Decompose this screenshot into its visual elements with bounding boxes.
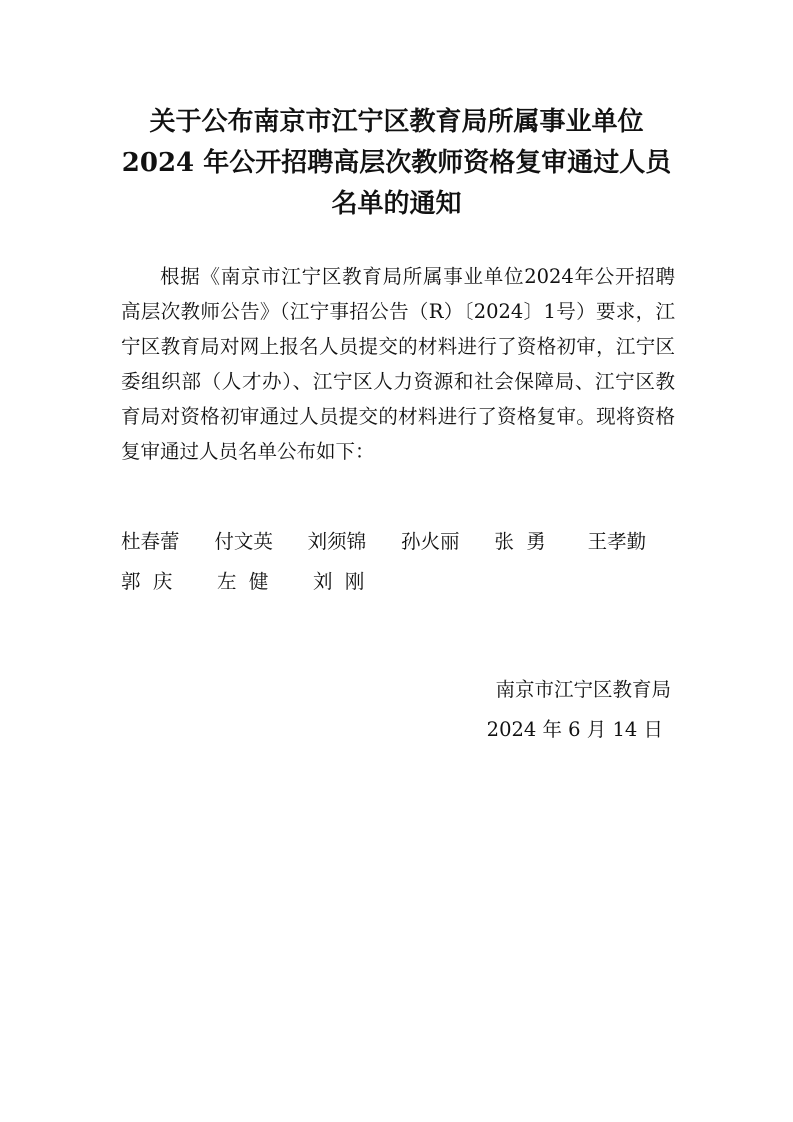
title-line-1: 关于公布南京市江宁区教育局所属事业单位: [149, 107, 644, 137]
issue-date: 2024 年 6 月 14 日: [486, 718, 663, 741]
body-paragraph: 根据《南京市江宁区教育局所属事业单位2024年公开招聘高层次教师公告》（江宁事招公告（R）〔2024〕1号）要求，江宁区教育局对网上报名人员提交的材料进行了资格初审，江宁区委组织部（人才办）、江宁区人力资源和社会保障局、江宁区教育局对资格初审通过人员提交的材料进行了资格复审。现将资格复审通过人员名单公布如下：: [121, 265, 675, 463]
title-line-2: 2024 年公开招聘高层次教师资格复审通过人员: [121, 148, 672, 178]
names-row-1: [121, 520, 681, 560]
person-name: 付文英: [214, 530, 273, 553]
person-name: 左 健: [217, 570, 269, 593]
person-name: 张 勇: [494, 530, 546, 553]
person-name: 刘 刚: [313, 570, 365, 593]
names-row-2: [121, 560, 681, 600]
person-name: 杜春蕾: [121, 530, 180, 553]
person-name: 刘须锦: [307, 530, 367, 553]
issuer-name: 南京市江宁区教育局: [495, 678, 671, 701]
person-name: 王孝勤: [587, 530, 647, 553]
document-title: [100, 102, 693, 225]
person-name: 孙火丽: [400, 530, 460, 553]
person-name: 郭 庆: [121, 570, 173, 593]
approved-names-list: [121, 520, 681, 600]
signature-block: [371, 670, 671, 750]
title-line-3: 名单的通知: [331, 189, 462, 219]
